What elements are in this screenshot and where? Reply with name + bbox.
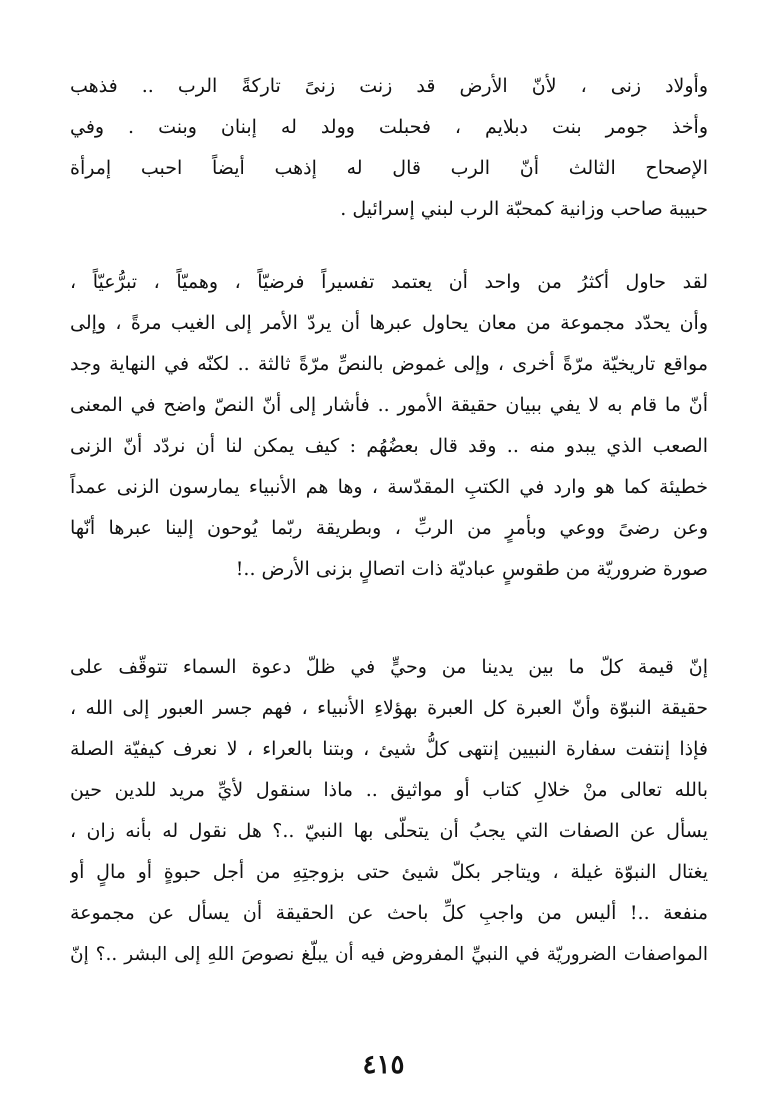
text-line: إنّ قيمة كلّ ما بين يدينا من وحيٍّ في ظلّ دعوة السماء تتوقّف على xyxy=(70,656,708,678)
text-line: يغتال النبوّة غيلة ، ويتاجر بكلّ شيئ حتى بزوجتِهِ من أجل حبوةٍ أو مالٍ أو xyxy=(70,861,708,883)
paragraph-3 xyxy=(70,647,708,975)
text-line: حبيبة صاحب وزانية كمحبّة الرب لبني إسرائيل . xyxy=(340,198,708,220)
text-line: منفعة ..! أليس من واجبِ كلِّ باحث عن الحقيقة أن يسأل عن مجموعة xyxy=(70,902,708,924)
text-line: حقيقة النبوّة وأنّ العبرة كل العبرة بهؤلاءِ الأنبياء ، فهم جسر العبور إلى الله ، xyxy=(70,697,708,719)
text-line: وعن رضىً ووعي وبأمرٍ من الربِّ ، وبطريقة ربّما يُوحون إلينا عبرها أنّها xyxy=(70,517,708,539)
text-line: وأن يحدّد مجموعة من معان يحاول عبرها أن يردّ الأمر إلى الغيب مرةً ، وإلى xyxy=(70,312,708,334)
text-line: بالله تعالى منْ خلالِ كتاب أو مواثيق .. ماذا سنقول لأيِّ مريد للدين حين xyxy=(70,779,708,801)
text-line: صورة ضروريّة من طقوسٍ عباديّة ذات اتصالٍ بزنى الأرض ..! xyxy=(235,558,708,580)
text-line: خطيئة كما هو وارد في الكتبِ المقدّسة ، وها هم الأنبياء يمارسون الزنى عمداً xyxy=(70,476,708,498)
text-line: الصعب الذي يبدو منه .. وقد قال بعضُهُم : كيف يمكن لنا أن نردّد أنّ الزنى xyxy=(70,435,708,457)
text-line: وأولاد زنى ، لأنّ الأرض قد زنت زنىً تاركةً الرب .. فذهب xyxy=(70,75,708,97)
text-line: وأخذ جومر بنت دبلايم ، فحبلت وولد له إبنان وبنت . وفي xyxy=(70,116,708,138)
text-line: الإصحاح الثالث أنّ الرب قال له إذهب أيضاً احبب إمرأة xyxy=(70,157,708,179)
text-line: المواصفات الضروريّة في النبيِّ المفروض فيه أن يبلّغ نصوصَ اللهِ إلى البشر ..؟ إنّ xyxy=(70,944,708,965)
text-line: يسأل عن الصفات التي يجبُ أن يتحلّى بها النبيّ ..؟ هل نقول له بأنه زان ، xyxy=(70,820,708,842)
page-number: ٤١٥ xyxy=(362,1050,405,1080)
paragraph-2 xyxy=(70,262,708,590)
text-line: فإذا إنتفت سفارة النبيين إنتهى كلُّ شيئ ، وبتنا بالعراء ، لا نعرف كيفيّة الصلة xyxy=(70,738,708,760)
paragraph-1 xyxy=(70,66,708,230)
text-line: لقد حاول أكثرُ من واحد أن يعتمد تفسيراً فرضيّاً ، وهميّاً ، تبرُّعيّاً ، xyxy=(70,271,708,293)
text-line: أنّ ما قام به لا يفي ببيان حقيقة الأمور .. فأشار إلى أنّ النصّ واضح في المعنى xyxy=(70,394,708,416)
text-line: مواقع تاريخيّة مرّةً أخرى ، وإلى غموض بالنصِّ مرّةً ثالثة .. لكنّه في النهاية وجد xyxy=(70,353,708,375)
